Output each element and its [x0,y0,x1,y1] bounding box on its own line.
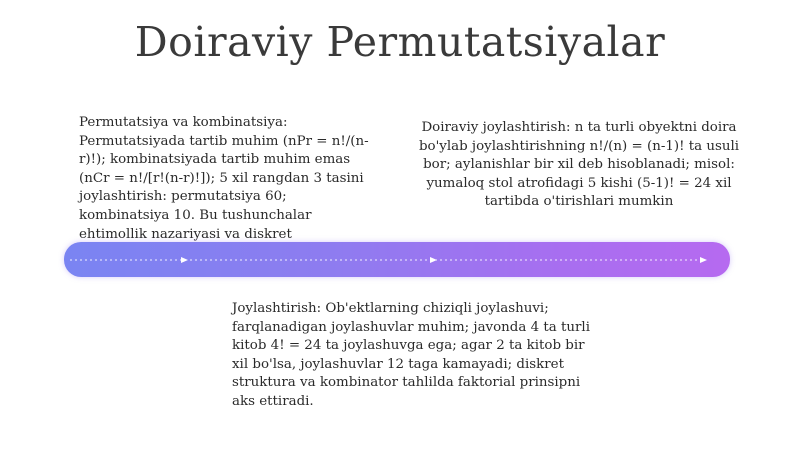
slide-title: Doiraviy Permutatsiyalar [134,18,666,66]
arrow-icon [430,257,437,263]
text-block-permutation-combination: Permutatsiya va kombinatsiya: Permutatsiyada tartib muhim (nPr = n!/(n-r)!); kombinatsiyada tartib muhim emas (nCr = n!/[r!(n-r)!]); 5 xil rangdan 3 tasini joylashtirish: permutatsiya 60; kombinatsiya 10. Bu tushunchalar ehtimollik nazariyasi va diskret [79,115,369,242]
text-block-linear-arrangement: Joylashtirish: Ob'ektlarning chiziqli joylashuvi; farqlanadigan joylashuvlar muhim; javonda 4 ta turli kitob 4! = 24 ta joylashuvga ega; agar 2 ta kitob bir xil bo'lsa, joylashuvlar 12 taga kamayadi; diskret struktura va kombinator tahlilda faktorial prinsipni aks ettiradi. [232,301,590,409]
timeline-bar [64,242,730,277]
arrow-icon [700,257,707,263]
arrow-icon [181,257,188,263]
text-block-circular-arrangement: Doiraviy joylashtirish: n ta turli obyektni doira bo'ylab joylashtirishning n!/(n) = (n-1)! ta usuli bor; aylanishlar bir xil deb hisoblanadi; misol: yumaloq stol atrofidagi 5 kishi (5-1)! = 24 xil tartibda o'tirishlari mumkin [418,120,740,210]
timeline-arrows [64,242,730,277]
